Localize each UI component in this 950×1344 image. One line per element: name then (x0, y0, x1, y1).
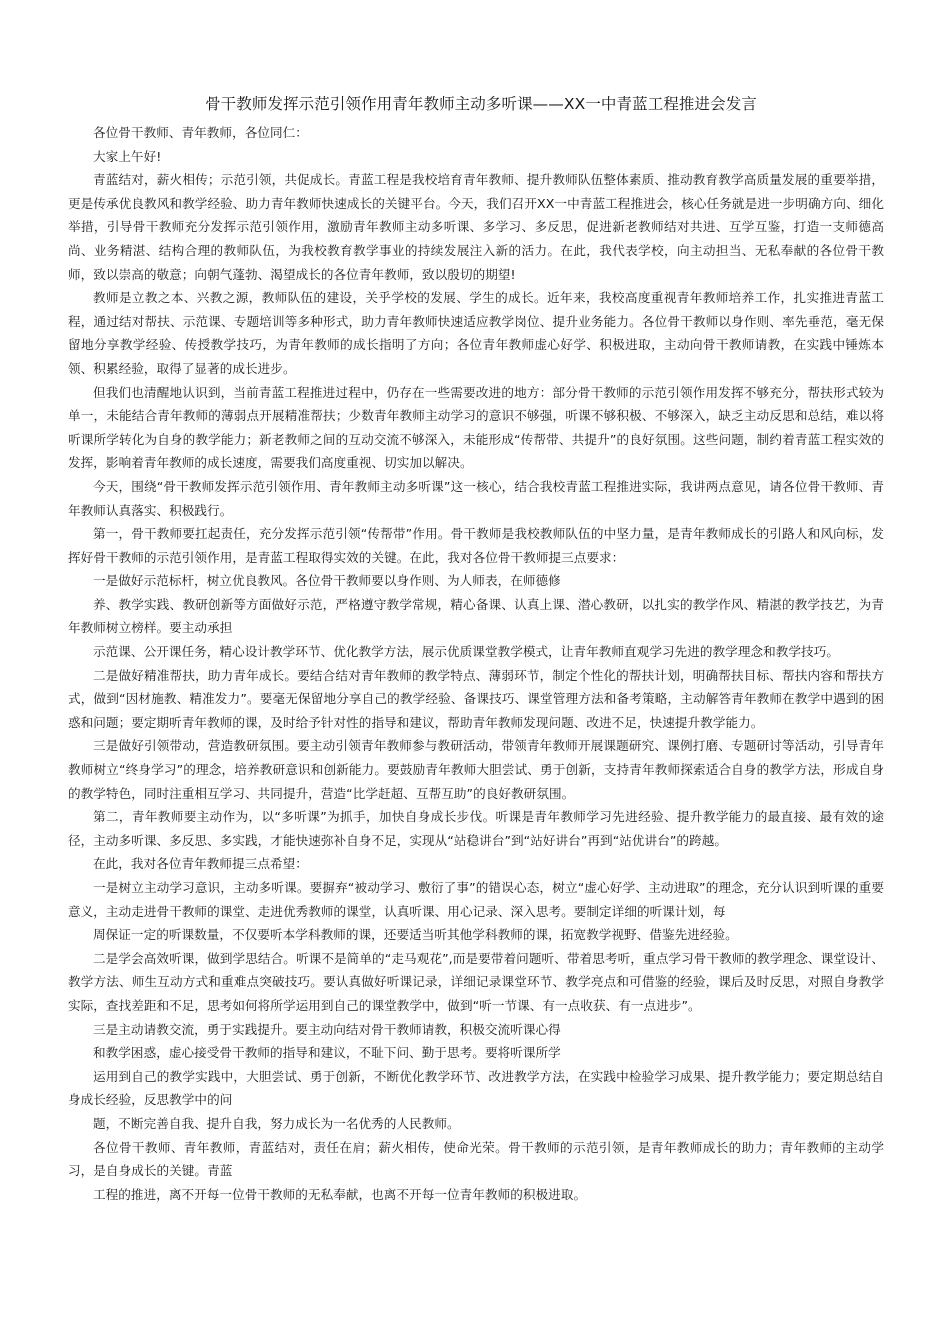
paragraph: 养、教学实践、教研创新等方面做好示范，严格遵守教学常规，精心备课、认真上课、潜心教研，以扎实的教学作风、精湛的教学技艺，为青年教师树立榜样。要主动承担 (68, 596, 884, 636)
paragraph: 二是学会高效听课，做到学思结合。听课不是简单的“走马观花”,而是要带着问题听、带着思考听，重点学习骨干教师的教学理念、课堂设计、教学方法、师生互动方式和重难点突破技巧。要认真做好听课记录，详细记录课堂环节、教学亮点和可借鉴的经验，课后及时反思，对照自身教学实际，查找差距和不足，思考如何将所学运用到自己的课堂教学中，做到“听一节课、有一点收获、有一点进步”。 (68, 950, 884, 1013)
paragraph: 今天，围绕“骨干教师发挥示范引领作用、青年教师主动多听课”这一核心，结合我校青蓝工程推进实际，我讲两点意见，请各位骨干教师、青年教师认真落实、积极践行。 (68, 478, 884, 518)
paragraph: 工程的推进，离不开每一位骨干教师的无私奉献，也离不开每一位青年教师的积极进取。 (93, 1186, 587, 1202)
paragraph: 二是做好精准帮扶，助力青年成长。要结合结对青年教师的教学特点、薄弱环节，制定个性化的帮扶计划，明确帮扶目标、帮扶内容和帮扶方式，做到“因材施教、精准发力”。要毫无保留地分享自己的教学经验、备课技巧、课堂管理方法和备考策略，主动解答青年教师在教学中遇到的困惑和问题；要定期听青年教师的课，及时给予针对性的指导和建议，帮助青年教师发现问题、改进不足，快速提升教学能力。 (68, 667, 884, 730)
paragraph: 三是主动请教交流，勇于实践提升。要主动向结对骨干教师请教，积极交流听课心得 (93, 1021, 561, 1037)
document-body (68, 121, 884, 1206)
paragraph: 第二，青年教师要主动作为，以“多听课”为抓手，加快自身成长步伐。听课是青年教师学习先进经验、提升教学能力的最直接、最有效的途径，主动多听课、多反思、多实践，才能快速弥补自身不足，实现从“站稳讲台”到“站好讲台”再到“站优讲台”的跨越。 (68, 809, 884, 848)
paragraph: 第一，骨干教师要扛起责任，充分发挥示范引领“传帮带”作用。骨干教师是我校教师队伍的中坚力量，是青年教师成长的引路人和风向标，发挥好骨干教师的示范引领作用，是青蓝工程取得实效的关键。在此，我对各位骨干教师提三点要求： (68, 526, 884, 565)
paragraph: 题，不断完善自我、提升自我，努力成长为一名优秀的人民教师。 (93, 1115, 460, 1131)
paragraph: 教师是立教之本、兴教之源，教师队伍的建设，关乎学校的发展、学生的成长。近年来，我校高度重视青年教师培养工作，扎实推进青蓝工程，通过结对帮扶、示范课、专题培训等多种形式，助力青年教师快速适应教学岗位、提升业务能力。各位骨干教师以身作则、率先垂范，毫无保留地分享教学经验、传授教学技巧，为青年教师的成长指明了方向；各位青年教师虚心好学、积极进取，主动向骨干教师请教，在实践中锤炼本领、积累经验，取得了显著的成长进步。 (68, 290, 884, 376)
paragraph: 大家上午好! (93, 148, 162, 164)
paragraph: 一是树立主动学习意识，主动多听课。要摒弃“被动学习、敷衍了事”的错误心态，树立“虚心好学、主动进取”的理念，充分认识到听课的重要意义，主动走进骨干教师的课堂、走进优秀教师的课堂，认真听课、用心记录、深入思考。要制定详细的听课计划，每 (68, 880, 884, 919)
document-page (68, 93, 884, 1206)
paragraph: 青蓝结对，薪火相传；示范引领，共促成长。青蓝工程是我校培育青年教师、提升教师队伍整体素质、推动教育教学高质量发展的重要举措，更是传承优良教风和教学经验、助力青年教师快速成长的关键平台。今天，我们召开XX一中青蓝工程推进会，核心任务就是进一步明确方向、细化举措，引导骨干教师充分发挥示范引领作用，激励青年教师主动多听课、多学习、多反思，促进新老教师结对共进、互学互鉴，打造一支师德高尚、业务精湛、结构合理的教师队伍，为我校教育教学事业的持续发展注入新的活力。在此，我代表学校，向主动担当、无私奉献的各位骨干教师，致以崇高的敬意；向朝气蓬勃、渴望成长的各位青年教师，致以殷切的期望! (68, 172, 884, 282)
paragraph: 三是做好引领带动，营造教研氛围。要主动引领青年教师参与教研活动，带领青年教师开展课题研究、课例打磨、专题研讨等活动，引导青年教师树立“终身学习”的理念，培养教研意识和创新能力。要鼓励青年教师大胆尝试、勇于创新，支持青年教师探索适合自身的教学方法，形成自身的教学特色，同时注重相互学习、共同提升，营造“比学赶超、互帮互助”的良好教研氛围。 (68, 738, 884, 801)
paragraph: 在此，我对各位青年教师提三点希望： (93, 856, 308, 872)
paragraph: 一是做好示范标杆，树立优良教风。各位骨干教师要以身作则、为人师表，在师德修 (93, 573, 561, 589)
paragraph: 各位骨干教师、青年教师，青蓝结对，责任在肩；薪火相传，使命光荣。骨干教师的示范引领，是青年教师成长的助力；青年教师的主动学习，是自身成长的关键。青蓝 (68, 1139, 884, 1179)
paragraph: 和教学困惑，虚心接受骨干教师的指导和建议，不耻下问、勤于思考。要将听课所学 (93, 1045, 561, 1061)
paragraph: 周保证一定的听课数量，不仅要听本学科教师的课，还要适当听其他学科教师的课，拓宽教学视野、借鉴先进经验。 (93, 927, 738, 943)
paragraph: 但我们也清醒地认识到，当前青蓝工程推进过程中，仍存在一些需要改进的地方：部分骨干教师的示范引领作用发挥不够充分，帮扶形式较为单一，未能结合青年教师的薄弱点开展精准帮扶；少数青年教师主动学习的意识不够强，听课不够积极、不够深入，缺乏主动反思和总结，难以将听课所学转化为自身的教学能力；新老教师之间的互动交流不够深入，未能形成“传帮带、共提升”的良好氛围。这些问题，制约着青蓝工程实效的发挥，影响着青年教师的成长速度，需要我们高度重视、切实加以解决。 (68, 384, 884, 471)
paragraph: 示范课、公开课任务，精心设计教学环节、优化教学方法，展示优质课堂教学模式，让青年教师直观学习先进的教学理念和教学技巧。 (93, 644, 839, 660)
paragraph: 运用到自己的教学实践中，大胆尝试、勇于创新，不断优化教学环节、改进教学方法，在实践中检验学习成果、提升教学能力；要定期总结自身成长经验，反思教学中的问 (68, 1068, 884, 1108)
paragraph: 各位骨干教师、青年教师，各位同仁： (93, 125, 308, 140)
document-title: 骨干教师发挥示范引领作用青年教师主动多听课——XX一中青蓝工程推进会发言 (205, 95, 757, 113)
